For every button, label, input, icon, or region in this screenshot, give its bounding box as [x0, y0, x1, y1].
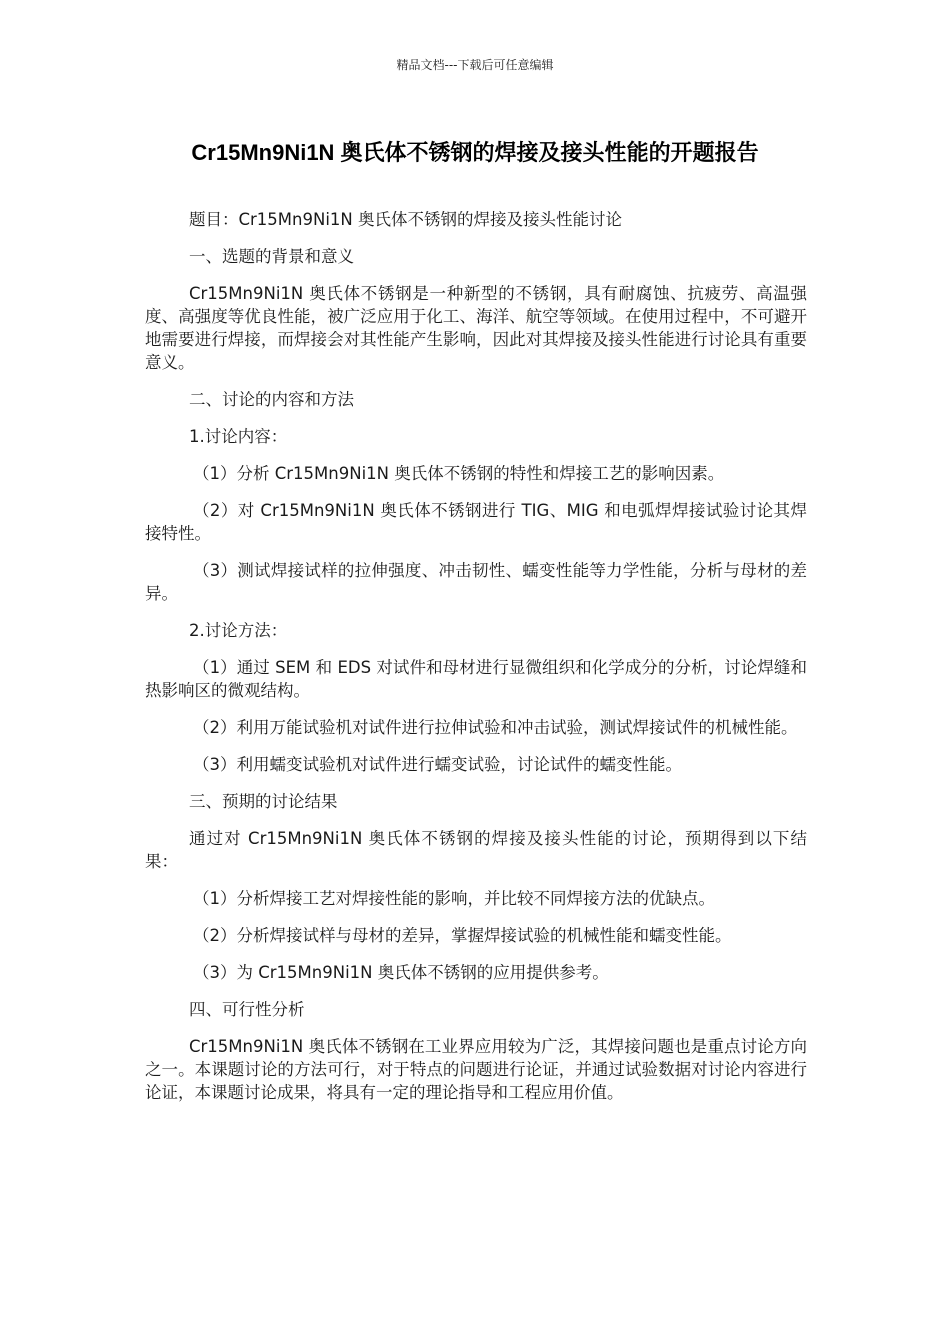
section-heading-expected-results: 三、预期的讨论结果 — [189, 792, 338, 811]
result-item-3: （3）为 Cr15Mn9Ni1N 奥氏体不锈钢的应用提供参考。 — [193, 963, 609, 982]
method-item-3: （3）利用蠕变试验机对试件进行蠕变试验，讨论试件的蠕变性能。 — [193, 755, 682, 774]
method-item-2: （2）利用万能试验机对试件进行拉伸试验和冲击试验，测试焊接试件的机械性能。 — [193, 718, 798, 737]
result-item-2: （2）分析焊接试样与母材的差异，掌握焊接试验的机械性能和蠕变性能。 — [193, 926, 732, 945]
subheading-methods: 2.讨论方法： — [189, 621, 288, 640]
topic-line: 题目：Cr15Mn9Ni1N 奥氏体不锈钢的焊接及接头性能讨论 — [189, 210, 623, 229]
content-item-3: （3）测试焊接试样的拉伸强度、冲击韧性、蠕变性能等力学性能，分析与母材的差异。 — [145, 561, 807, 603]
page-header: 精品文档---下载后可任意编辑 — [396, 58, 554, 72]
background-paragraph: Cr15Mn9Ni1N 奥氏体不锈钢是一种新型的不锈钢，具有耐腐蚀、抗疲劳、高温强度、高强度等优良性能，被广泛应用于化工、海洋、航空等领域。在使用过程中，不可避开地需要进行焊接，而焊接会对其性能产生影响，因此对其焊接及接头性能进行讨论具有重要意义。 — [145, 284, 807, 372]
section-heading-background: 一、选题的背景和意义 — [189, 247, 354, 266]
subheading-content: 1.讨论内容： — [189, 427, 288, 446]
expected-results-intro: 通过对 Cr15Mn9Ni1N 奥氏体不锈钢的焊接及接头性能的讨论，预期得到以下结果： — [145, 829, 807, 871]
section-heading-feasibility: 四、可行性分析 — [189, 1000, 305, 1019]
method-item-1: （1）通过 SEM 和 EDS 对试件和母材进行显微组织和化学成分的分析，讨论焊缝和热影响区的微观结构。 — [145, 658, 807, 700]
document-body — [145, 208, 807, 1118]
content-item-2: （2）对 Cr15Mn9Ni1N 奥氏体不锈钢进行 TIG、MIG 和电弧焊焊接试验讨论其焊接特性。 — [145, 501, 807, 543]
feasibility-paragraph: Cr15Mn9Ni1N 奥氏体不锈钢在工业界应用较为广泛，其焊接问题也是重点讨论方向之一。本课题讨论的方法可行，对于特点的问题进行论证，并通过试验数据对讨论内容进行论证，本课题讨论成果，将具有一定的理论指导和工程应用价值。 — [145, 1037, 807, 1102]
result-item-1: （1）分析焊接工艺对焊接性能的影响，并比较不同焊接方法的优缺点。 — [193, 889, 715, 908]
section-heading-content-methods: 二、讨论的内容和方法 — [189, 390, 354, 409]
content-item-1: （1）分析 Cr15Mn9Ni1N 奥氏体不锈钢的特性和焊接工艺的影响因素。 — [193, 464, 725, 483]
document-title: Cr15Mn9Ni1N 奥氏体不锈钢的焊接及接头性能的开题报告 — [191, 140, 759, 165]
